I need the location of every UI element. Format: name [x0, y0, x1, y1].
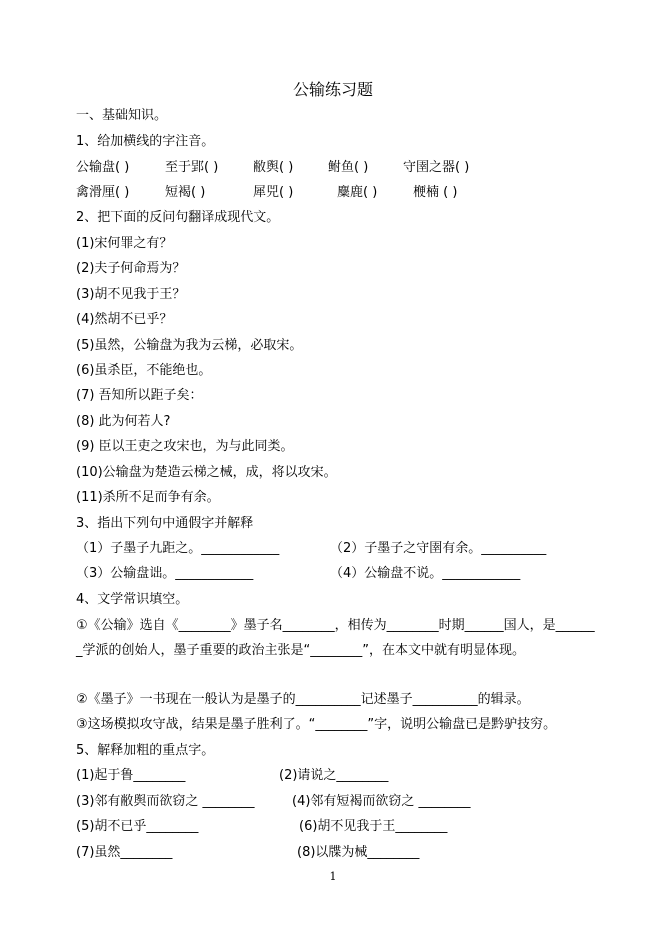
- pinyin-item: 敝舆( ): [253, 160, 294, 175]
- literature-paragraph: ②《墨子》一书现在一般认为是墨子的__________记述墨子__________的辑录。: [76, 692, 530, 707]
- literature-paragraph: ③这场模拟攻守战，结果是墨子胜利了。“________”字，说明公输盘已是黔驴技穷。: [76, 717, 557, 732]
- word-item: (5)胡不已乎________: [76, 819, 199, 834]
- translation-item: (11)杀所不足而争有余。: [76, 490, 220, 505]
- word-item: (7)虽然________: [76, 845, 173, 860]
- page-number: 1: [329, 870, 337, 883]
- word-item: (6)胡不见我于王________: [299, 819, 448, 834]
- pinyin-item: 守圉之器( ): [403, 160, 470, 175]
- question-heading: 1、给加横线的字注音。: [76, 134, 215, 149]
- pinyin-item: 公输盘( ): [76, 160, 130, 175]
- tongjia-item: （3）公输盘诎。____________: [76, 566, 254, 581]
- page-title: 公输练习题: [292, 80, 373, 99]
- tongjia-item: （1）子墨子九距之。____________: [76, 541, 280, 556]
- translation-item: (10)公输盘为楚造云梯之械，成，将以攻宋。: [76, 465, 337, 480]
- question-heading: 5、解释加粗的重点字。: [76, 743, 215, 758]
- word-item: (2)请说之________: [279, 768, 389, 783]
- translation-item: (5)虽然，公输盘为我为云梯，必取宋。: [76, 338, 303, 353]
- pinyin-item: 短褐( ): [165, 185, 206, 200]
- pinyin-item: 鲋鱼( ): [328, 160, 369, 175]
- word-item: (8)以牒为械________: [297, 845, 420, 860]
- question-heading: 2、把下面的反问句翻译成现代文。: [76, 210, 280, 225]
- translation-item: (4)然胡不已乎？: [76, 312, 173, 327]
- translation-item: (2)夫子何命焉为？: [76, 261, 186, 276]
- pinyin-item: 禽滑厘( ): [76, 185, 130, 200]
- pinyin-item: 犀兕( ): [253, 185, 294, 200]
- pinyin-item: 楩楠 ( ): [413, 185, 458, 200]
- translation-item: (1)宋何罪之有？: [76, 236, 173, 251]
- translation-item: (7) 吾知所以距子矣：: [76, 388, 203, 403]
- question-heading: 3、指出下列句中通假字并解释: [76, 516, 254, 531]
- question-heading: 4、文学常识填空。: [76, 592, 189, 607]
- word-item: (4)邻有短褐而欲窃之 ________: [292, 794, 471, 809]
- word-item: (1)起于鲁________: [76, 768, 186, 783]
- translation-item: (3)胡不见我于王？: [76, 287, 186, 302]
- pinyin-item: 至于郢( ): [165, 160, 219, 175]
- word-item: (3)邻有敝舆而欲窃之 ________: [76, 794, 255, 809]
- literature-paragraph: ①《公输》选自《________》墨子名________，相传为________时期______国人，是_______学派的创始人，墨子重要的政治主张是“________”，在本文中就有明显体现。: [76, 618, 595, 658]
- translation-item: (8) 此为何若人?: [76, 414, 171, 429]
- section-heading: 一、基础知识。: [76, 108, 168, 123]
- translation-item: (6)虽杀臣，不能绝也。: [76, 363, 212, 378]
- translation-item: (9) 臣以王吏之攻宋也，为与此同类。: [76, 439, 294, 454]
- tongjia-item: （2）子墨子之守圉有余。__________: [330, 541, 547, 556]
- pinyin-item: 麋鹿( ): [337, 185, 378, 200]
- tongjia-item: （4）公输盘不说。____________: [330, 566, 521, 581]
